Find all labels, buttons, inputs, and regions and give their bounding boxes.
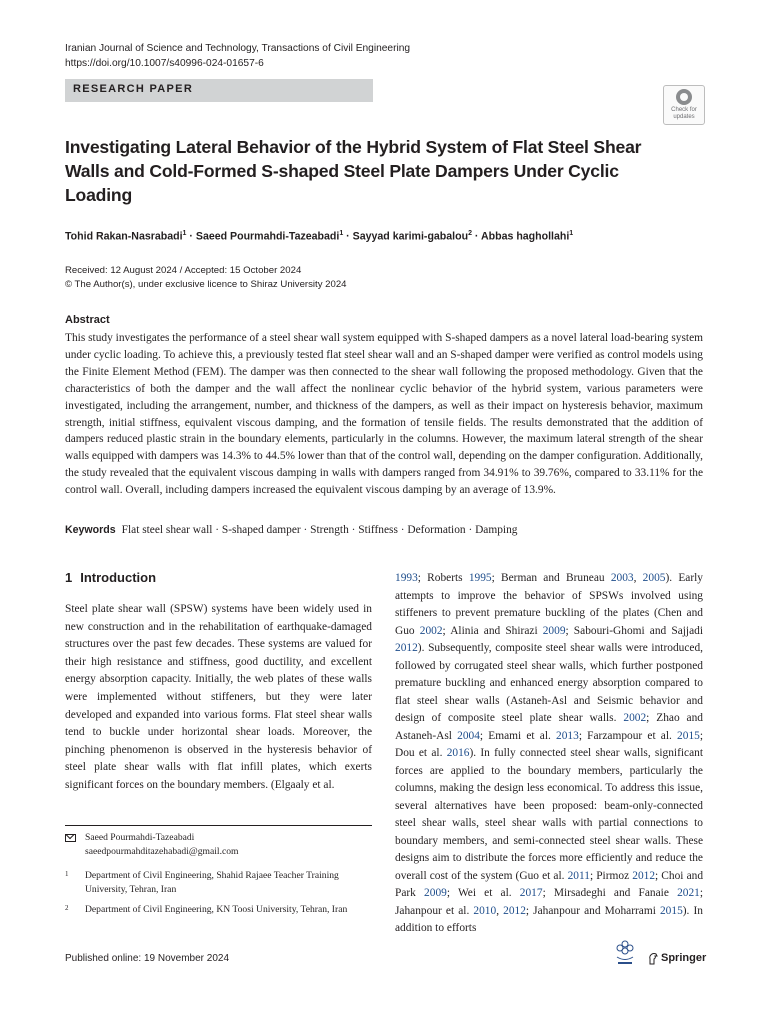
author-affiliation-number: 2 [468, 230, 472, 237]
check-updates-line1: Check for [671, 107, 697, 113]
check-updates-label [664, 107, 704, 121]
section-title: Introduction [80, 570, 157, 585]
section-label: RESEARCH PAPER [73, 83, 194, 95]
publisher-name: Springer [661, 952, 707, 964]
author-name[interactable]: Abbas haghollahi [481, 230, 570, 243]
body-text: ; Choi and Park [395, 869, 704, 899]
citation-year-link[interactable]: 2002 [623, 712, 647, 724]
body-text: ). In addition to efforts [395, 904, 703, 934]
affiliation-number: 1 [65, 870, 69, 878]
author-list [65, 226, 573, 245]
body-text: ; Dou et al. [395, 729, 703, 759]
section-bar [65, 79, 373, 102]
author-name[interactable]: Sayyad karimi-gabalou [352, 230, 469, 243]
intro-column-right [395, 570, 703, 938]
keywords-label: Keywords [65, 524, 116, 536]
body-text: ; Wei et al. [446, 887, 520, 899]
keywords-list: Flat steel shear wall · S-shaped damper · Strength · Stiffness · Deformation · Damping [121, 524, 518, 536]
body-text: , [496, 904, 504, 917]
body-text: ; Jahanpour and Moharrami [525, 904, 660, 917]
citation-year-link[interactable]: 2003 [610, 572, 634, 584]
author-affiliation-number: 1 [569, 230, 574, 237]
citation-year-link[interactable]: 2021 [677, 887, 700, 899]
body-text: ; Pirmoz [589, 869, 633, 882]
check-updates-icon [676, 89, 692, 105]
article-dates [65, 264, 347, 292]
check-updates-line2: updates [673, 114, 695, 120]
intro-column-left: Steel plate shear wall (SPSW) systems have been widely used in new construction and in the rehabilitation of earthquake-damaged structures over the past few decades. These systems are valued for their high resistance and stiffness, good ductility, and excellent energy absorption capacity. Initially, the web plates of these walls were implemented without stiffeners, but they were later developed and expanded into various forms. Flat steel shear walls tend to buckle under horizontal shear loads. Moreover, the pinching phenomenon is observed in the hysteresis behavior of steel plate shear walls with flat infill plates, which exerts significant forces on the boundary members. (Elgaaly et al. [65, 603, 372, 791]
abstract-heading: Abstract [65, 314, 110, 326]
body-text: ; Jahanpour et al. [395, 887, 704, 917]
journal-header [65, 41, 410, 71]
citation-year-link[interactable]: 1995 [468, 572, 492, 584]
received-accepted-dates: Received: 12 August 2024 / Accepted: 15 October 2024 [65, 265, 302, 276]
abstract-text: This study investigates the performance of a steel shear wall system equipped with S-shaped dampers as a novel lateral load-bearing system under cyclic loading. To achieve this, a previously tested flat steel shear wall and an S-shaped damper were verified as control models using the Finite Element Method (FEM). The damper was then connected to the shear wall following the proposed methodology. Given that the characteristics of both the damper and the wall affect the nonlinear cyclic behavior of the hybrid system, various parameters were investigated, including the arrangement, number, and thickness of the dampers, as well as their impact on hysteresis behavior, maximum strength, initial stiffness, equivalent viscous damping, and the formation of tensile fields. The results demonstrated that the addition of dampers reduced plastic strain in the boundary elements, particularly in the columns. However, the maximum lateral strength of the shear walls equipped with dampers was 14.3% to 44.5% lower than that of the control wall, depending on the damper configuration. Additionally, the study revealed that the equivalent viscous damping in walls with dampers ranged from 34.91% to 39.76%, compared to 33.11% for the control wall. Overall, including dampers increased the equivalent viscous damping by an average of 13.9%. [65, 332, 703, 497]
citation-year-link[interactable]: 1993 [395, 572, 418, 584]
author-affiliation-number: 1 [339, 230, 344, 237]
citation-year-link[interactable]: 2009 [542, 624, 566, 637]
envelope-icon [65, 834, 76, 842]
citation-year-link[interactable]: 2012 [503, 904, 526, 917]
body-text: ; Zhao and Astaneh-Asl [395, 712, 703, 742]
citation-year-link[interactable]: 2005 [642, 572, 666, 584]
published-date: Published online: 19 November 2024 [65, 953, 229, 964]
author-separator: · [343, 230, 353, 243]
body-text: ). Subsequently, composite steel shear walls were introduced, followed by corrugated steel shear walls, which further postponed premature buckling and enhanced energy absorption compared to flat steel shear walls (Astaneh-Asl and Seismic behavior and design of composite steel plate shear walls. [395, 642, 703, 724]
corresponding-author-email[interactable]: saeedpourmahditazehabadi@gmail.com [85, 846, 239, 857]
body-text: , [633, 572, 643, 584]
citation-year-link[interactable]: 2002 [419, 624, 443, 637]
corresponding-author-name: Saeed Pourmahdi-Tazeabadi [85, 832, 195, 843]
citation-year-link[interactable]: 2012 [632, 869, 656, 882]
check-for-updates-button[interactable] [663, 85, 705, 125]
citation-year-link[interactable]: 2004 [457, 729, 480, 742]
section-number: 1 [65, 570, 73, 585]
citation-year-link[interactable]: 2015 [659, 904, 683, 917]
doi-link[interactable]: https://doi.org/10.1007/s40996-024-01657-6 [65, 58, 264, 69]
citation-year-link[interactable]: 2017 [519, 887, 543, 899]
citation-year-link[interactable]: 2010 [473, 904, 497, 917]
citation-year-link[interactable]: 2015 [677, 729, 700, 742]
body-text: ; Berman and Bruneau [491, 572, 611, 584]
shiraz-university-logo-icon [612, 938, 638, 968]
author-name[interactable]: Saeed Pourmahdi-Tazeabadi [195, 230, 340, 243]
paper-title: Investigating Lateral Behavior of the Hybrid System of Flat Steel Shear Walls and Cold-Formed S-shaped Steel Plate Dampers Under Cyclic Loading [65, 137, 642, 205]
citation-year-link[interactable]: 2016 [446, 747, 470, 759]
body-text: ; Alinia and Shirazi [442, 624, 543, 637]
author-name[interactable]: Tohid Rakan-Nasrabadi [65, 230, 183, 243]
body-text: ). In fully connected steel shear walls, significant forces are applied to the boundary members, particularly the columns, making the design less economical. To address this issue, several alternatives have been proposed: beam-only-connected steel shear walls, steel shear walls with partial connections to boundary members, and semi-connected steel shear walls. These designs aim to distribute the forces more efficiently and reduce the overall cost of the system (Guo et al. [395, 747, 704, 882]
body-text: ; Sabouri-Ghomi and Sajjadi [565, 624, 703, 637]
citation-year-link[interactable]: 2013 [556, 729, 579, 742]
footnote-divider [65, 825, 372, 826]
citation-year-link[interactable]: 2012 [395, 642, 418, 654]
affiliation-number: 2 [65, 904, 69, 912]
affiliation-text: Department of Civil Engineering, Shahid Rajaee Teacher Training University, Tehran, Iran [85, 870, 339, 895]
body-text: ; Roberts [417, 572, 469, 584]
springer-horse-icon [647, 952, 659, 965]
citation-year-link[interactable]: 2011 [567, 869, 590, 882]
journal-name: Iranian Journal of Science and Technology, Transactions of Civil Engineering [65, 43, 411, 54]
body-text: ). Early attempts to improve the behavior of SPSWs involved using stiffeners to prevent premature buckling of the plates (Chen and Guo [395, 572, 703, 637]
author-separator: · [471, 230, 481, 243]
author-affiliation-number: 1 [182, 230, 187, 237]
copyright-notice: © The Author(s), under exclusive licence to Shiraz University 2024 [65, 279, 347, 290]
section-heading-introduction [65, 570, 156, 585]
author-separator: · [186, 230, 196, 243]
body-text: ; Emami et al. [479, 729, 557, 742]
keywords [65, 524, 703, 536]
affiliation-text: Department of Civil Engineering, KN Toosi University, Tehran, Iran [85, 904, 348, 915]
citation-year-link[interactable]: 2009 [424, 887, 447, 899]
body-text: ; Mirsadeghi and Fanaie [542, 887, 678, 899]
body-text: ; Farzampour et al. [578, 729, 678, 742]
